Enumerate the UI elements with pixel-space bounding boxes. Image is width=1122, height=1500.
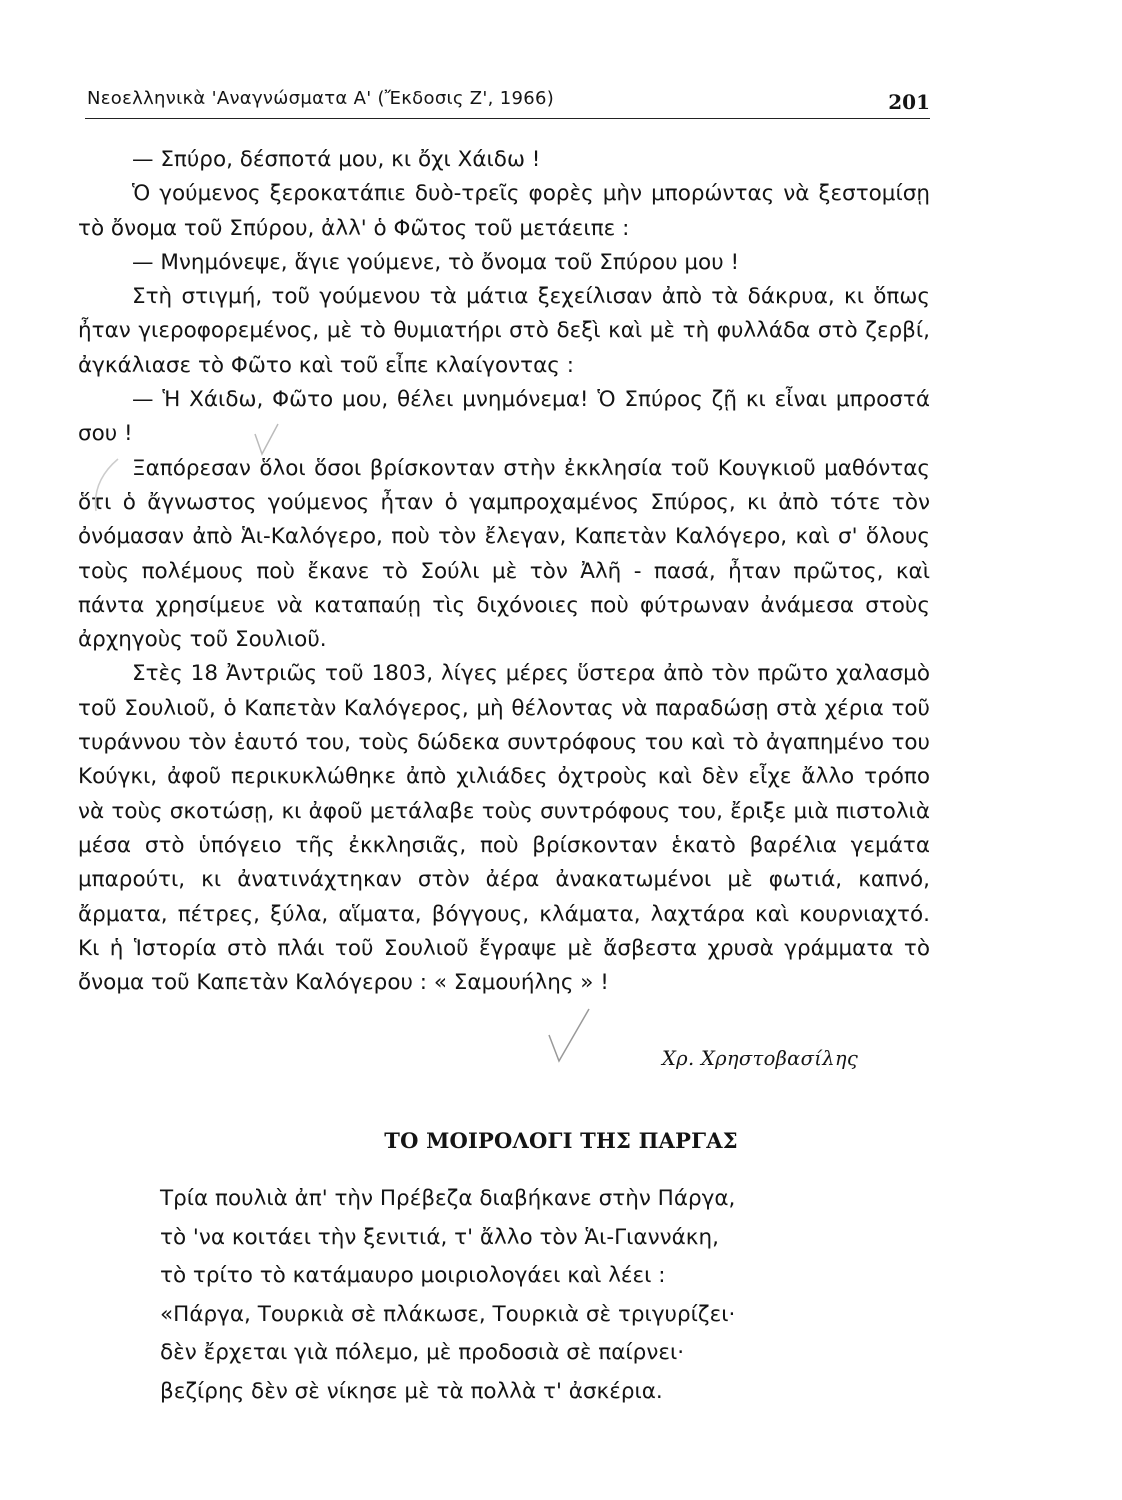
poem-line: βεζίρης δὲν σὲ νίκησε μὲ τὰ πολλὰ τ' ἀσκέρια. [160,1378,663,1404]
paragraph: — Ἡ Χάιδω, Φῶτο μου, θέλει μνημόνεμα! Ὁ Σπύρος ζῇ κι εἶναι μπροστά σου ! [78,387,930,447]
pencil-check-mark-icon [545,1005,595,1065]
poem-line: τὸ τρίτο τὸ κατάμαυρο μοιριολογάει καὶ λέει : [160,1263,666,1288]
body-text [78,143,930,1000]
author-signature: Χρ. Χρηστοβασίλης [662,1047,859,1070]
page-number: 201 [888,90,930,114]
poem [160,1180,920,1411]
poem-line: δὲν ἔρχεται γιὰ πόλεμο, μὲ προδοσιὰ σὲ παίρνει· [160,1340,685,1365]
paragraph: Στὲς 18 Ἀντριῶς τοῦ 1803, λίγες μέρες ὕστερα ἀπὸ τὸν πρῶτο χαλασμὸ τοῦ Σουλιοῦ, ὁ Καπετὰν Καλόγερος, μὴ θέλοντας νὰ παραδώσῃ στὰ χέρια τοῦ τυράννου τὸν ἑαυτό του, τοὺς δώδεκα συντρόφους του καὶ τὸ ἀγαπημένο του Κούγκι, ἀφοῦ περικυκλώθηκε ἀπὸ χιλιάδες ὀχτροὺς καὶ δὲν εἶχε ἄλλο τρόπο νὰ τοὺς σκοτώσῃ, κι ἀφοῦ μετάλαβε τοὺς συντρόφους του, ἔριξε μιὰ πιστολιὰ μέσα στὸ ὑπόγειο τῆς ἐκκλησιᾶς, ποὺ βρίσκονταν ἑκατὸ βαρέλια γεμάτα μπαρούτι, κι ἀνατινάχτηκαν στὸν ἀέρα ἀνακατωμένοι μὲ φωτιά, καπνό, ἄρματα, πέτρες, ξύλα, αἵματα, βόγγους, κλάματα, λαχτάρα καὶ κουρνιαχτό. Κι ἡ Ἱστορία στὸ πλάι τοῦ Σουλιοῦ ἔγραψε μὲ ἄσβεστα χρυσὰ γράμματα τὸ ὄνομα τοῦ Καπετὰν Καλόγερου : « Σαμουήλης » ! [78,661,930,996]
poem-line: τὸ 'να κοιτάει τὴν ξενιτιά, τ' ἄλλο τὸν Ἁι-Γιαννάκη, [160,1224,719,1250]
poem-line: Τρία πουλιὰ ἀπ' τὴν Πρέβεζα διαβήκανε στὴν Πάργα, [160,1186,736,1211]
poem-line: «Πάργα, Τουρκιὰ σὲ πλάκωσε, Τουρκιὰ σὲ τριγυρίζει· [160,1301,736,1327]
paragraph: Ὁ γούμενος ξεροκατάπιε δυὸ-τρεῖς φορὲς μὴν μπορώντας νὰ ξεστομίσῃ τὸ ὄνομα τοῦ Σπύρου, ἀλλ' ὁ Φῶτος τοῦ μετάειπε : [78,181,930,241]
paragraph: — Σπύρο, δέσποτά μου, κι ὄχι Χάιδω ! [132,147,541,172]
paragraph: — Μνημόνεψε, ἅγιε γούμενε, τὸ ὄνομα τοῦ Σπύρου μου ! [132,249,740,275]
paragraph: Ξαπόρεσαν ὅλοι ὅσοι βρίσκονταν στὴν ἐκκλησία τοῦ Κουγκιοῦ μαθόντας ὅτι ὁ ἄγνωστος γούμενος ἦταν ὁ γαμπροχαμένος Σπύρος, κι ἀπὸ τότε τὸν ὀνόμασαν ἀπὸ Ἁι-Καλόγερο, ποὺ τὸν ἔλεγαν, Καπετὰν Καλόγερο, καὶ σ' ὅλους τοὺς πολέμους ποὺ ἔκανε τὸ Σούλι μὲ τὸν Ἀλῆ - πασά, ἦταν πρῶτος, καὶ πάντα χρησίμευε νὰ καταπαύῃ τὶς διχόνοιες ποὺ φύτρωναν ἀνάμεσα στοὺς ἀρχηγοὺς τοῦ Σουλιοῦ. [78,455,930,653]
running-header [85,84,930,119]
paragraph: Στὴ στιγμή, τοῦ γούμενου τὰ μάτια ξεχείλισαν ἀπὸ τὰ δάκρυα, κι ὅπως ἦταν γιεροφορεμένος, μὲ τὸ θυμιατήρι στὸ δεξὶ καὶ μὲ τὴ φυλλάδα στὸ ζερβί, ἀγκάλιασε τὸ Φῶτο καὶ τοῦ εἶπε κλαίγοντας : [78,284,930,378]
section-title: ΤΟ ΜΟΙΡΟΛΟΓΙ ΤΗΣ ΠΑΡΓΑΣ [384,1128,738,1153]
book-title: Νεοελληνικὰ 'Αναγνώσματα Α' (Ἔκδοσις Ζ', 1966) [87,88,555,109]
